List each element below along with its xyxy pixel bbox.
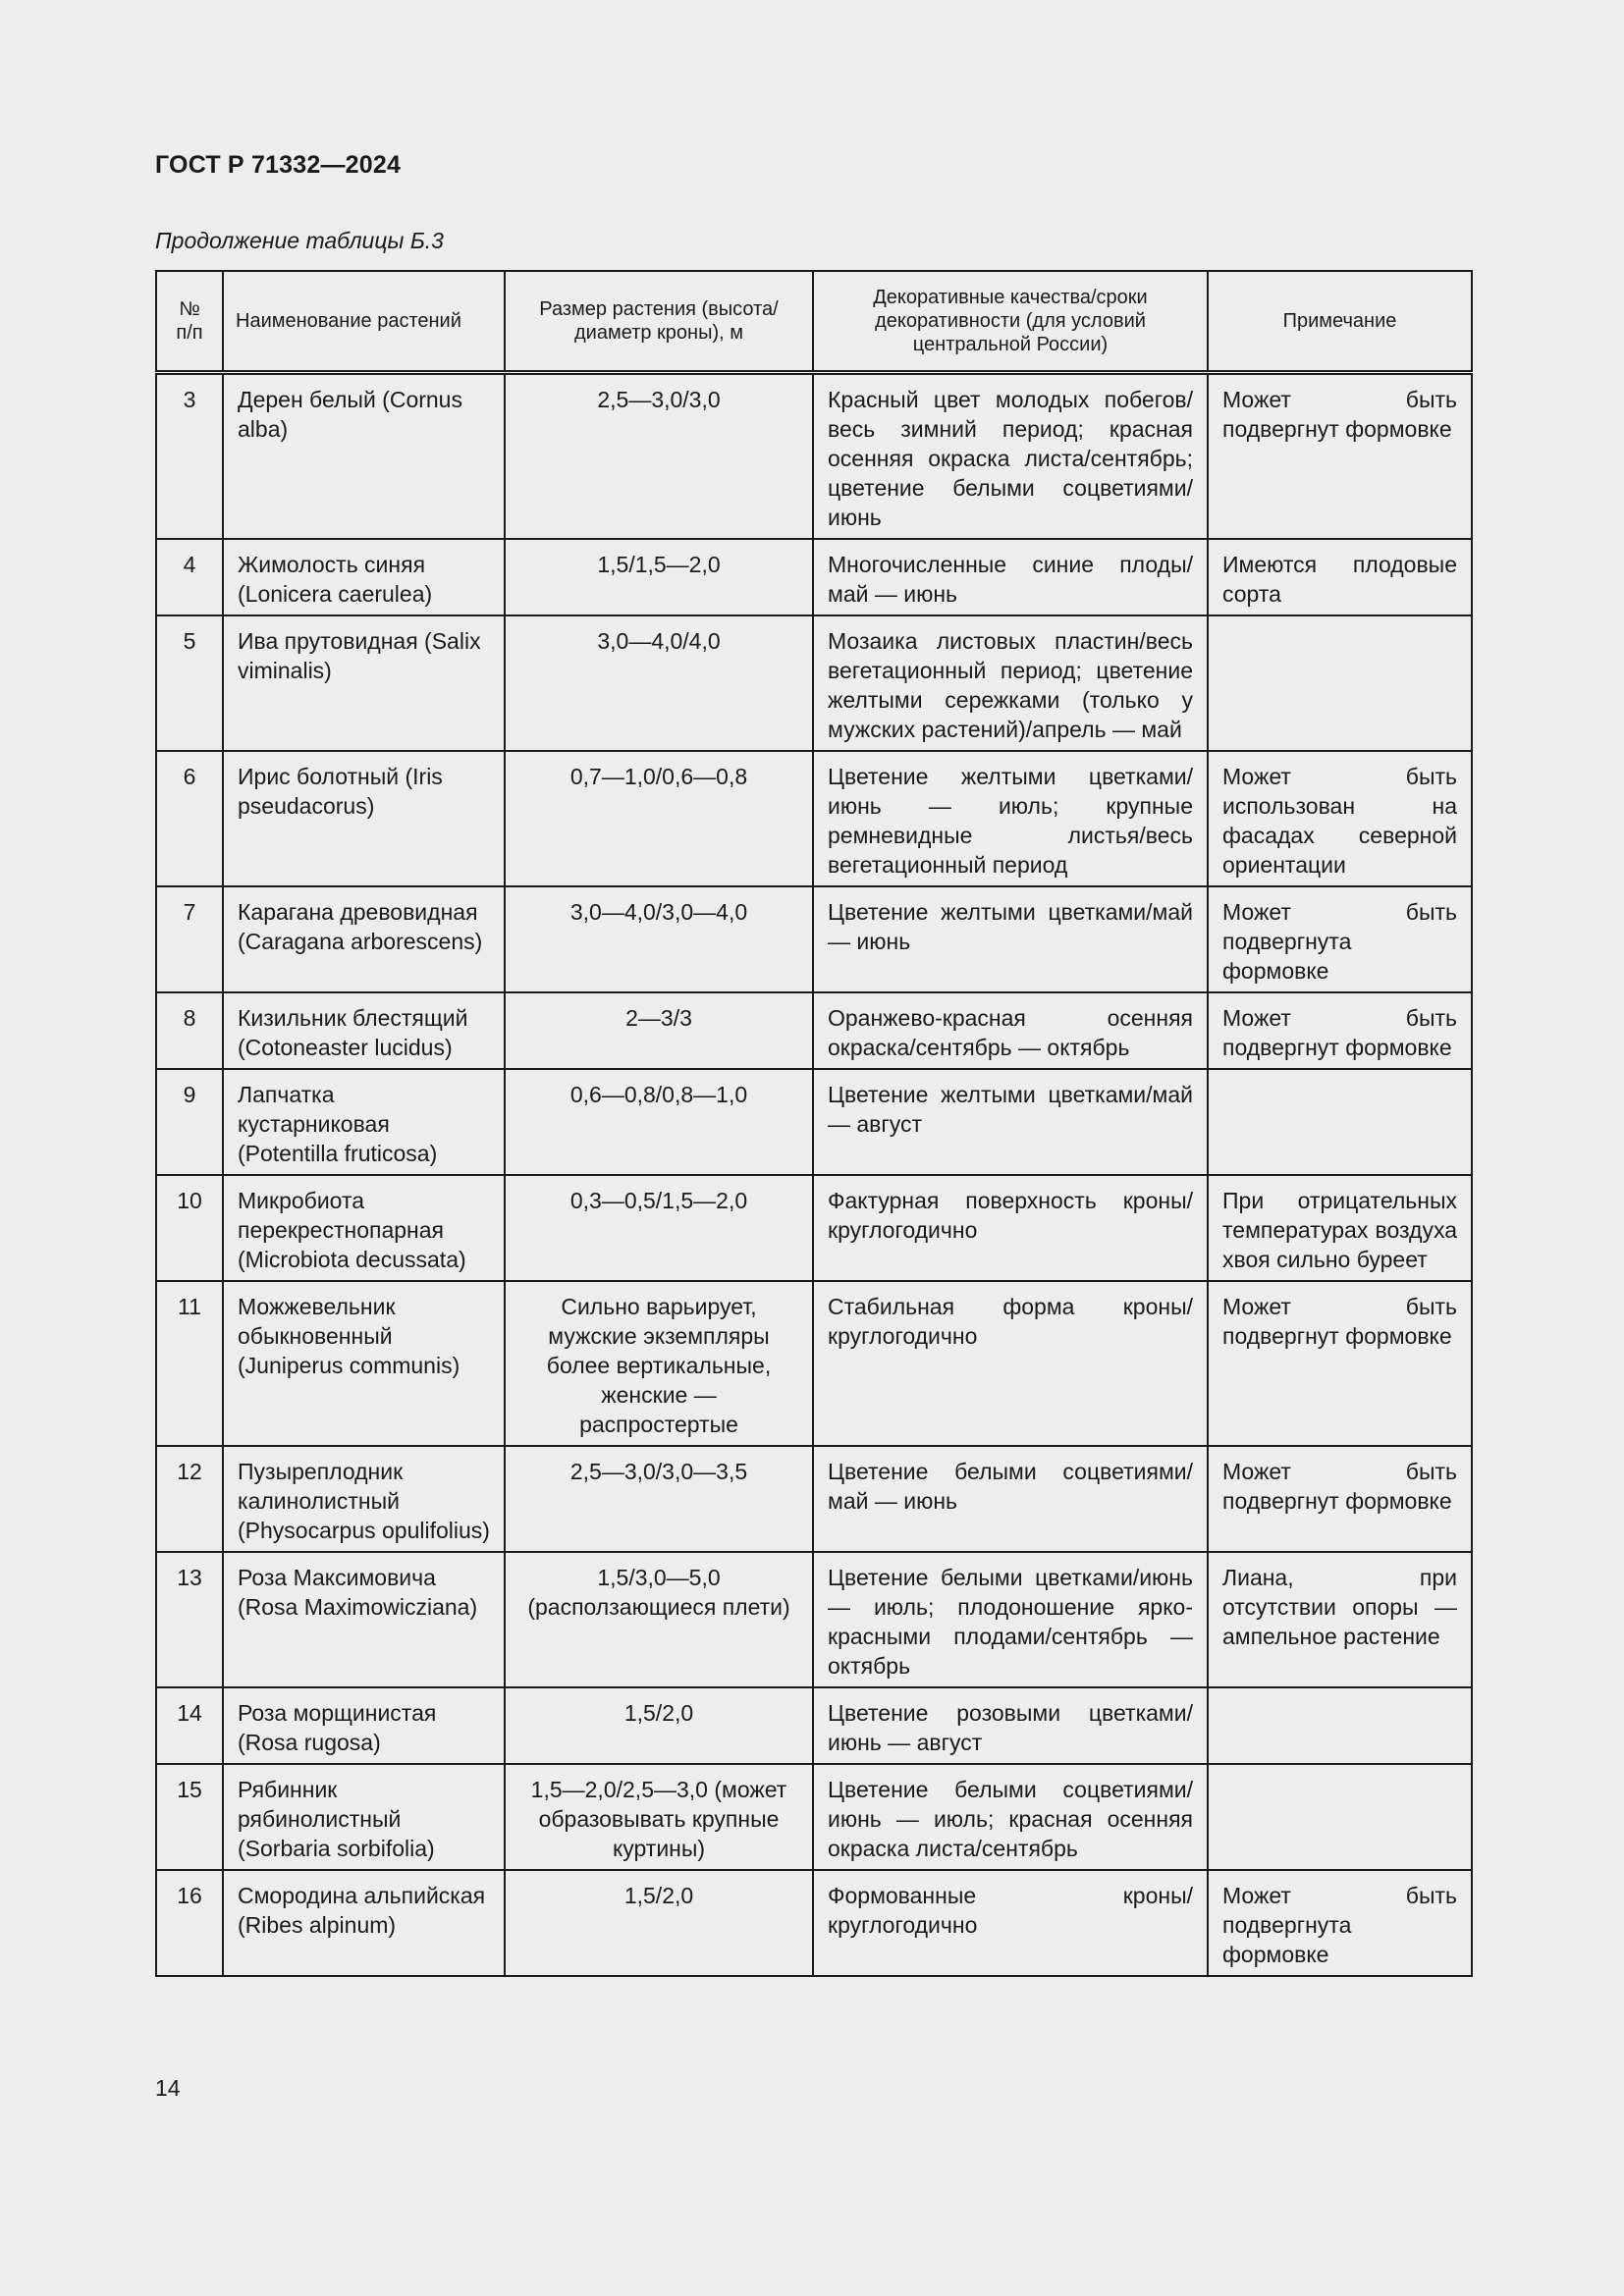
- cell-size: 3,0—4,0/4,0: [505, 615, 813, 751]
- table-row: [156, 539, 1472, 615]
- table-row: [156, 992, 1472, 1069]
- cell-decorative: Цветение розовыми цветками/июнь — август: [813, 1687, 1208, 1764]
- cell-decorative: Цветение белыми цветками/июнь — июль; плодоношение ярко-красными плодами/сентябрь — октябрь: [813, 1552, 1208, 1687]
- column-header-number: № п/п: [156, 271, 223, 373]
- cell-number: 7: [156, 886, 223, 992]
- cell-note: [1208, 1764, 1472, 1870]
- cell-note: [1208, 1687, 1472, 1764]
- cell-decorative: Цветение желтыми цветками/май — август: [813, 1069, 1208, 1175]
- plants-table: [155, 270, 1473, 1977]
- cell-number: 12: [156, 1446, 223, 1552]
- cell-plant-name: Кизильник блестящий (Cotoneaster lucidus): [223, 992, 505, 1069]
- cell-number: 13: [156, 1552, 223, 1687]
- column-header-name: Наименование растений: [223, 271, 505, 373]
- cell-size: 0,7—1,0/0,6—0,8: [505, 751, 813, 886]
- cell-size: 2,5—3,0/3,0—3,5: [505, 1446, 813, 1552]
- cell-size: 3,0—4,0/3,0—4,0: [505, 886, 813, 992]
- cell-note: Имеются плодовые сорта: [1208, 539, 1472, 615]
- column-header-size: Размер растения (высота/диаметр кроны), м: [505, 271, 813, 373]
- cell-note: Может быть подвергнут формовке: [1208, 992, 1472, 1069]
- cell-number: 3: [156, 373, 223, 540]
- document-title: ГОСТ Р 71332—2024: [155, 151, 402, 179]
- cell-note: Может быть подвергнута формовке: [1208, 1870, 1472, 1976]
- cell-note: Может быть использован на фасадах северной ориентации: [1208, 751, 1472, 886]
- cell-plant-name: Роза морщинистая (Rosa rugosa): [223, 1687, 505, 1764]
- cell-size: 0,3—0,5/1,5—2,0: [505, 1175, 813, 1281]
- cell-size: 1,5/2,0: [505, 1870, 813, 1976]
- cell-number: 10: [156, 1175, 223, 1281]
- cell-note: Лиана, при отсутствии опоры — ампельное растение: [1208, 1552, 1472, 1687]
- cell-number: 8: [156, 992, 223, 1069]
- cell-note: Может быть подвергнут формовке: [1208, 1281, 1472, 1446]
- cell-size: 1,5—2,0/2,5—3,0 (может образовывать крупные куртины): [505, 1764, 813, 1870]
- cell-decorative: Фактурная поверхность кроны/круглогодично: [813, 1175, 1208, 1281]
- table-row: [156, 1281, 1472, 1446]
- cell-number: 6: [156, 751, 223, 886]
- cell-size: 2,5—3,0/3,0: [505, 373, 813, 540]
- table-row: [156, 751, 1472, 886]
- table-header-row: [156, 271, 1472, 373]
- cell-decorative: Мозаика листовых пластин/весь вегетационный период; цветение желтыми сережками (только у мужских растений)/апрель — май: [813, 615, 1208, 751]
- cell-plant-name: Можжевельник обыкновенный (Juniperus communis): [223, 1281, 505, 1446]
- cell-plant-name: Дерен белый (Cornus alba): [223, 373, 505, 540]
- cell-decorative: Цветение белыми соцветиями/май — июнь: [813, 1446, 1208, 1552]
- cell-plant-name: Смородина альпийская (Ribes alpinum): [223, 1870, 505, 1976]
- cell-number: 15: [156, 1764, 223, 1870]
- cell-decorative: Цветение желтыми цветками/май — июнь: [813, 886, 1208, 992]
- cell-size: 2—3/3: [505, 992, 813, 1069]
- page-number: 14: [155, 2075, 181, 2101]
- table-row: [156, 886, 1472, 992]
- cell-size: 0,6—0,8/0,8—1,0: [505, 1069, 813, 1175]
- cell-plant-name: Рябинник рябинолистный (Sorbaria sorbifolia): [223, 1764, 505, 1870]
- cell-plant-name: Лапчатка кустарниковая (Potentilla fruticosa): [223, 1069, 505, 1175]
- cell-note: При отрицательных температурах воздуха хвоя сильно буреет: [1208, 1175, 1472, 1281]
- cell-decorative: Формованные кроны/круглогодично: [813, 1870, 1208, 1976]
- cell-plant-name: Ирис болотный (Iris pseudacorus): [223, 751, 505, 886]
- cell-number: 16: [156, 1870, 223, 1976]
- cell-decorative: Многочисленные синие плоды/май — июнь: [813, 539, 1208, 615]
- cell-decorative: Красный цвет молодых побегов/весь зимний период; красная осенняя окраска листа/сентябрь; цветение белыми соцветиями/июнь: [813, 373, 1208, 540]
- cell-plant-name: Микробиота перекрестнопарная (Microbiota decussata): [223, 1175, 505, 1281]
- cell-plant-name: Роза Максимовича (Rosa Maximowicziana): [223, 1552, 505, 1687]
- cell-note: Может быть подвергнута формовке: [1208, 886, 1472, 992]
- cell-number: 4: [156, 539, 223, 615]
- table-row: [156, 1687, 1472, 1764]
- cell-decorative: Цветение желтыми цветками/июнь — июль; крупные ремневидные листья/весь вегетационный период: [813, 751, 1208, 886]
- cell-number: 14: [156, 1687, 223, 1764]
- cell-note: [1208, 615, 1472, 751]
- cell-note: Может быть подвергнут формовке: [1208, 373, 1472, 540]
- cell-size: 1,5/1,5—2,0: [505, 539, 813, 615]
- table-row: [156, 1870, 1472, 1976]
- cell-number: 11: [156, 1281, 223, 1446]
- table-caption: Продолжение таблицы Б.3: [155, 228, 444, 253]
- table-row: [156, 1069, 1472, 1175]
- cell-note: Может быть подвергнут формовке: [1208, 1446, 1472, 1552]
- cell-number: 9: [156, 1069, 223, 1175]
- cell-number: 5: [156, 615, 223, 751]
- cell-plant-name: Пузыреплодник калинолистный (Physocarpus opulifolius): [223, 1446, 505, 1552]
- column-header-note: Примечание: [1208, 271, 1472, 373]
- cell-size: Сильно варьирует, мужские экземпляры более вертикальные, женские — распростертые: [505, 1281, 813, 1446]
- table-row: [156, 1764, 1472, 1870]
- cell-decorative: Стабильная форма кроны/круглогодично: [813, 1281, 1208, 1446]
- cell-plant-name: Жимолость синяя (Lonicera caerulea): [223, 539, 505, 615]
- cell-size: 1,5/3,0—5,0 (расползающиеся плети): [505, 1552, 813, 1687]
- cell-note: [1208, 1069, 1472, 1175]
- cell-plant-name: Ива прутовидная (Salix viminalis): [223, 615, 505, 751]
- table-row: [156, 373, 1472, 540]
- cell-decorative: Оранжево-красная осенняя окраска/сентябрь — октябрь: [813, 992, 1208, 1069]
- table-row: [156, 615, 1472, 751]
- cell-decorative: Цветение белыми соцветиями/июнь — июль; красная осенняя окраска листа/сентябрь: [813, 1764, 1208, 1870]
- table-row: [156, 1552, 1472, 1687]
- cell-size: 1,5/2,0: [505, 1687, 813, 1764]
- column-header-decor: Декоративные качества/сроки декоративности (для условий центральной России): [813, 271, 1208, 373]
- table-row: [156, 1446, 1472, 1552]
- cell-plant-name: Карагана древовидная (Caragana arborescens): [223, 886, 505, 992]
- table-row: [156, 1175, 1472, 1281]
